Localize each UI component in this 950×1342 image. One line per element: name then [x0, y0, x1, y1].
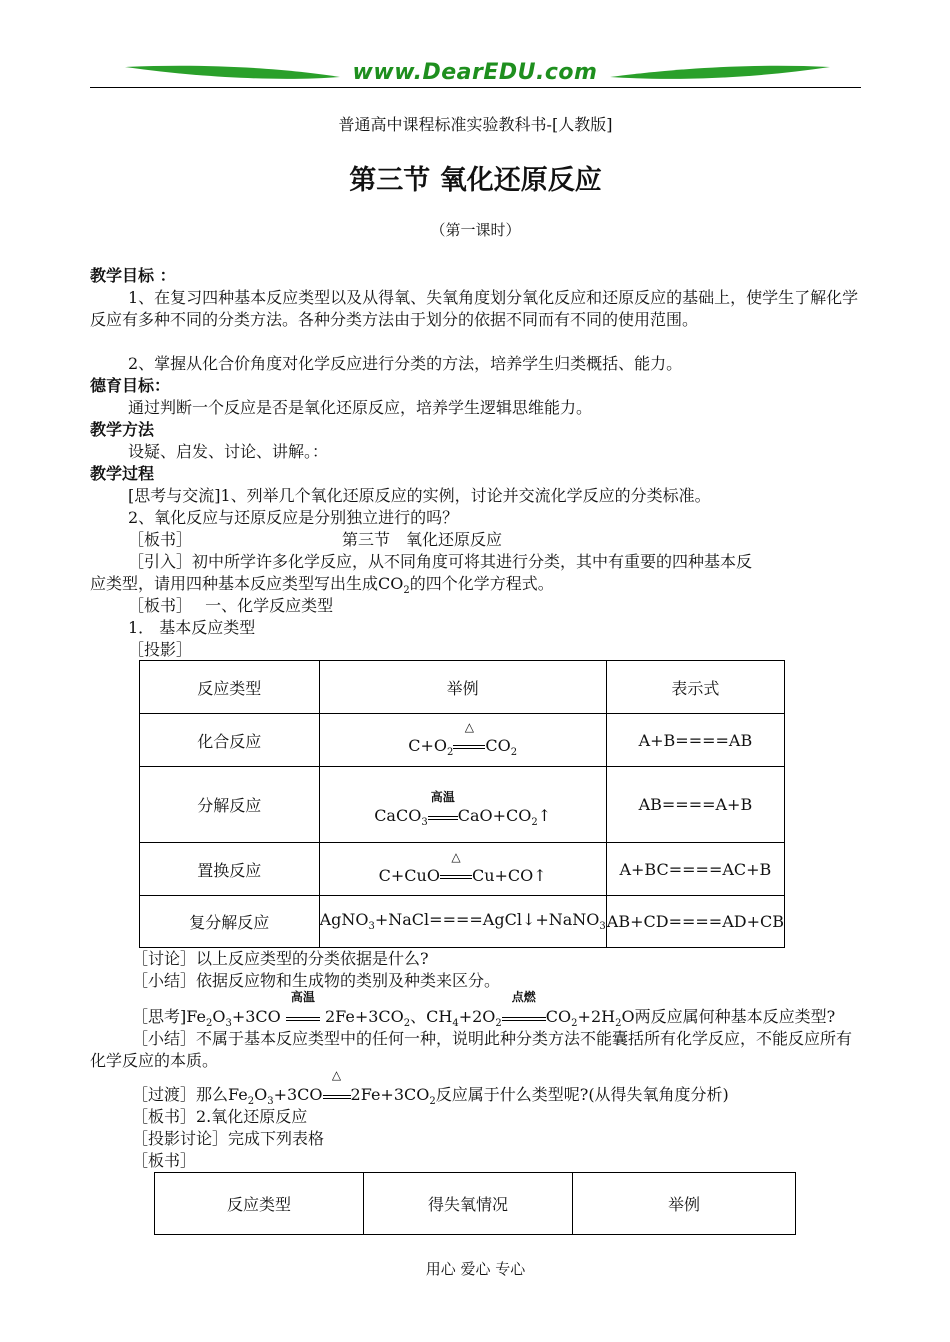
- double-displacement-example: AgNO$_3$+NaCl====AgCl↓+NaNO$_3$: [319, 896, 606, 948]
- reaction-types-table: [139, 660, 785, 948]
- table-header-cell: 举例: [573, 1173, 796, 1235]
- table-row: [140, 896, 785, 948]
- table-header-row: [155, 1173, 796, 1235]
- table-cell: AB+CD====AD+CB: [606, 896, 784, 948]
- lesson-label: （第一课时）: [430, 221, 521, 239]
- process-4a: ［引入］初中所学许多化学反应，从不同角度可将其进行分类，其中有重要的四种基本反: [128, 552, 753, 571]
- table-header-cell: 反应类型: [155, 1173, 364, 1235]
- process-4b: 应类型，请用四种基本反应类型写出生成$CO_2$的四个化学方程式。: [90, 574, 554, 597]
- table-cell: 化合反应: [140, 714, 320, 767]
- table-cell: AB====A+B: [606, 767, 784, 843]
- board-3: ［板书］: [132, 1151, 197, 1170]
- process-7: ［投影］: [128, 640, 193, 659]
- site-logo[interactable]: www.DearEDU.com: [352, 60, 598, 85]
- redox-table: [154, 1172, 796, 1235]
- table-row: [140, 843, 785, 896]
- doc-subtitle: 普通高中课程标准实验教科书-[人教版]: [338, 115, 613, 134]
- goal-1: 1、在复习四种基本反应类型以及从得氧、失氧角度划分氧化反应和还原反应的基础上，使学生了解化学反应有多种不同的分类方法。各种分类方法由于划分的依据不同而有不同的使用范围。: [90, 288, 859, 329]
- table-row: [140, 767, 785, 843]
- table-header-row: [140, 661, 785, 714]
- table-cell: 复分解反应: [140, 896, 320, 948]
- process-6: 1． 基本反应类型: [128, 618, 256, 637]
- summary-2: ［小结］不属于基本反应类型中的任何一种，说明此种分类方法不能囊括所有化学反应，不能反应所有化学反应的本质。: [90, 1029, 853, 1070]
- process-2: 2、氧化反应与还原反应是分别独立进行的吗？: [128, 508, 459, 527]
- process-1: [思考与交流]1、列举几个氧化还原反应的实例，讨论并交流化学反应的分类标准。: [128, 486, 711, 505]
- table-header-cell: 得失氧情况: [364, 1173, 573, 1235]
- table-cell: 分解反应: [140, 767, 320, 843]
- process-5: ［板书］ 一、化学反应类型: [128, 596, 334, 615]
- board-label: ［板书］: [128, 530, 193, 549]
- board-2: ［板书］2.氧化还原反应: [132, 1107, 308, 1126]
- displacement-example: C+CuO △ Cu+CO↑: [319, 843, 606, 896]
- method-heading: 教学方法: [90, 420, 155, 439]
- table-cell: A+BC====AC+B: [606, 843, 784, 896]
- transition-line: ［过渡］那么$Fe_2O_3+3CO$ △ $2Fe+3CO_2$反应属于什么类型呢?(从得失氧角度分析): [132, 1068, 729, 1108]
- table-cell: 置换反应: [140, 843, 320, 896]
- board-title: 第三节 氧化还原反应: [342, 530, 503, 549]
- think-line: ［思考]$Fe_2O_3+3CO$ 高温 $2Fe+3CO_2$、$CH_4+2O_2$ 点燃 $CO_2+2H_2O$两反应属何种基本反应类型?: [132, 990, 836, 1030]
- header-rule: [90, 87, 861, 88]
- projection-discussion: ［投影讨论］完成下列表格: [132, 1129, 325, 1148]
- table-row: [140, 714, 785, 767]
- summary-1: ［小结］依据反应物和生成物的类别及种类来区分。: [132, 971, 501, 990]
- discussion-1: ［讨论］以上反应类型的分类依据是什么?: [132, 949, 429, 968]
- method-1: 设疑、启发、讨论、讲解。：: [128, 442, 329, 461]
- table-header-cell: 反应类型: [140, 661, 320, 714]
- goal-heading: 教学目标 ：: [90, 266, 176, 285]
- moral-heading: 德育目标：: [90, 376, 171, 395]
- table-header-cell: 举例: [319, 661, 606, 714]
- combination-example: $C+O_2$ △ $CO_2$: [319, 714, 606, 767]
- table-header-cell: 表示式: [606, 661, 784, 714]
- doc-title: 第三节 氧化还原反应: [349, 165, 602, 196]
- page-footer: 用心 爱心 专心: [425, 1260, 526, 1278]
- decomposition-example: CaCO$_3$ 高温 $CaO+CO_2↑$: [319, 767, 606, 843]
- table-cell: A+B====AB: [606, 714, 784, 767]
- goal-2: 2、掌握从化合价角度对化学反应进行分类的方法，培养学生归类概括、能力。: [128, 354, 683, 373]
- process-heading: 教学过程: [90, 464, 155, 483]
- moral-1: 通过判断一个反应是否是氧化还原反应，培养学生逻辑思维能力。: [128, 398, 593, 417]
- process-3: [90, 529, 862, 551]
